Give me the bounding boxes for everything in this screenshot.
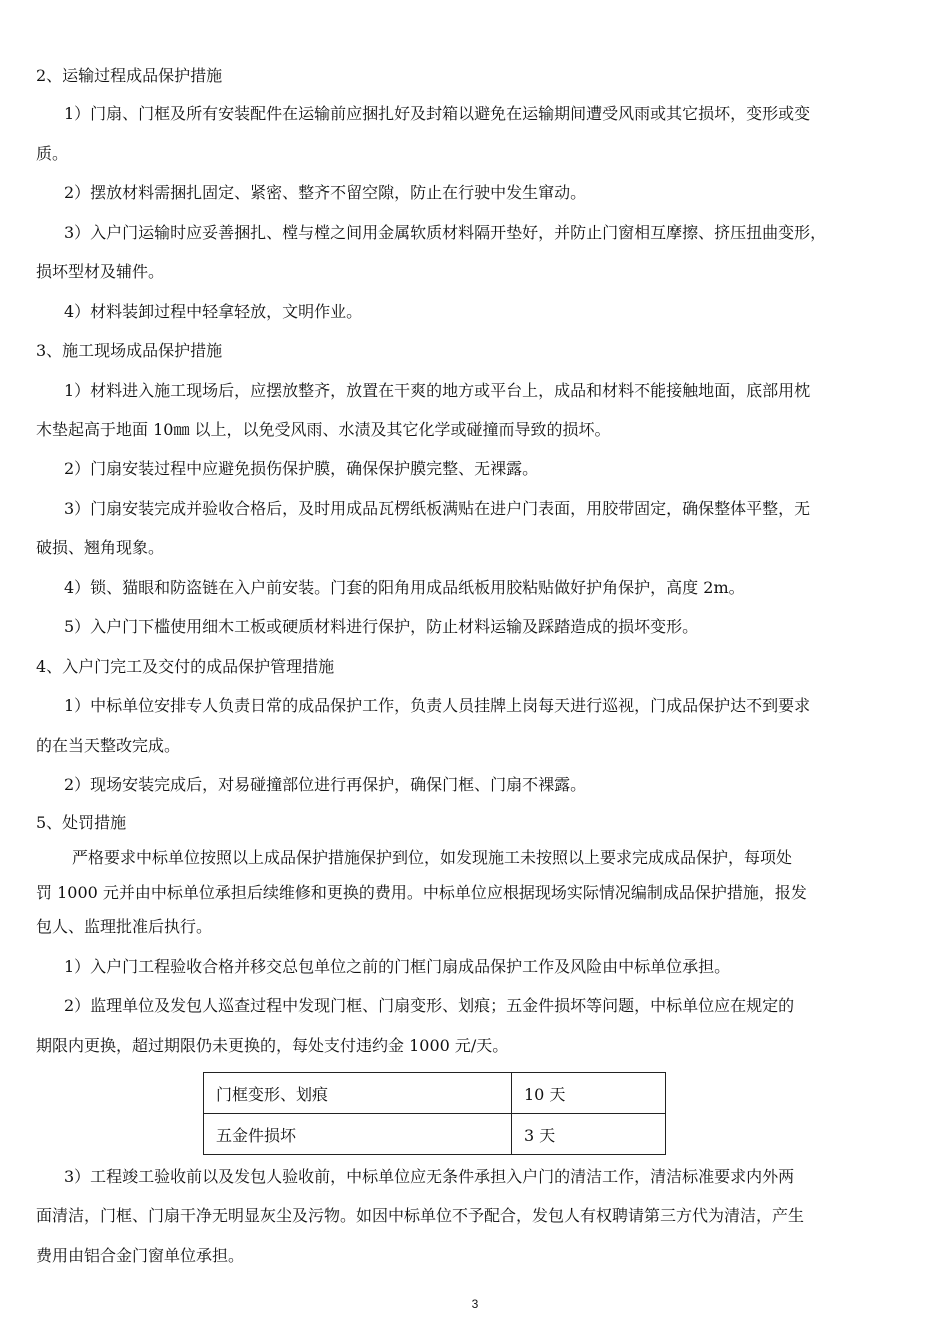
paragraph-line: 木垫起高于地面 10㎜ 以上，以免受风雨、水渍及其它化学或碰撞而导致的损坏。 <box>36 420 611 439</box>
paragraph-line: 4）材料装卸过程中轻拿轻放，文明作业。 <box>64 302 363 321</box>
paragraph-line: 1）中标单位安排专人负责日常的成品保护工作，负责人员挂牌上岗每天进行巡视，门成品保护达不到要求 <box>64 696 811 715</box>
paragraph-line: 2）摆放材料需捆扎固定、紧密、整齐不留空隙，防止在行驶中发生窜动。 <box>64 183 587 202</box>
section-heading-2: 2、运输过程成品保护措施 <box>36 66 223 85</box>
paragraph-line: 面清洁，门框、门扇干净无明显灰尘及污物。如因中标单位不予配合，发包人有权聘请第三方代为清洁，产生 <box>36 1206 805 1225</box>
table-row <box>204 1114 666 1155</box>
section-heading-5: 5、处罚措施 <box>36 813 127 832</box>
paragraph-line: 2）门扇安装过程中应避免损伤保护膜，确保保护膜完整、无裸露。 <box>64 459 539 478</box>
paragraph-line: 破损、翘角现象。 <box>36 538 165 557</box>
table-cell-issue: 门框变形、划痕 <box>204 1073 512 1114</box>
paragraph-line: 3）工程竣工验收前以及发包人验收前，中标单位应无条件承担入户门的清洁工作，清洁标准要求内外两 <box>64 1167 795 1186</box>
section-heading-4: 4、入户门完工及交付的成品保护管理措施 <box>36 657 335 676</box>
table-cell-period: 10 天 <box>512 1073 666 1114</box>
paragraph-line: 严格要求中标单位按照以上成品保护措施保护到位，如发现施工未按照以上要求完成成品保护，每项处 <box>72 848 793 867</box>
paragraph-line: 1）门扇、门框及所有安装配件在运输前应捆扎好及封箱以避免在运输期间遭受风雨或其它损坏，变形或变 <box>64 104 811 123</box>
paragraph-line: 3）入户门运输时应妥善捆扎、樘与樘之间用金属软质材料隔开垫好，并防止门窗相互摩擦、挤压扭曲变形， <box>64 223 827 242</box>
page-number: 3 <box>471 1297 479 1311</box>
paragraph-line: 费用由铝合金门窗单位承担。 <box>36 1246 245 1265</box>
penalty-table <box>203 1072 666 1155</box>
paragraph-line: 损坏型材及辅件。 <box>36 262 165 281</box>
paragraph-line: 期限内更换，超过期限仍未更换的，每处支付违约金 1000 元/天。 <box>36 1036 509 1055</box>
table-cell-issue: 五金件损坏 <box>204 1114 512 1155</box>
table-row <box>204 1073 666 1114</box>
section-heading-3: 3、施工现场成品保护措施 <box>36 341 223 360</box>
paragraph-line: 罚 1000 元并由中标单位承担后续维修和更换的费用。中标单位应根据现场实际情况编制成品保护措施，报发 <box>36 883 807 902</box>
paragraph-line: 1）材料进入施工现场后，应摆放整齐，放置在干爽的地方或平台上，成品和材料不能接触地面，底部用枕 <box>64 381 811 400</box>
paragraph-line: 5）入户门下槛使用细木工板或硬质材料进行保护，防止材料运输及踩踏造成的损坏变形。 <box>64 617 699 636</box>
paragraph-line: 1）入户门工程验收合格并移交总包单位之前的门框门扇成品保护工作及风险由中标单位承担。 <box>64 957 731 976</box>
paragraph-line: 3）门扇安装完成并验收合格后，及时用成品瓦楞纸板满贴在进户门表面，用胶带固定，确保整体平整，无 <box>64 499 811 518</box>
paragraph-line: 2）监理单位及发包人巡查过程中发现门框、门扇变形、划痕；五金件损坏等问题，中标单位应在规定的 <box>64 996 795 1015</box>
paragraph-line: 4）锁、猫眼和防盗链在入户前安装。门套的阳角用成品纸板用胶粘贴做好护角保护，高度 2m。 <box>64 578 745 597</box>
paragraph-line: 质。 <box>36 144 69 163</box>
paragraph-line: 2）现场安装完成后，对易碰撞部位进行再保护，确保门框、门扇不裸露。 <box>64 775 587 794</box>
paragraph-line: 的在当天整改完成。 <box>36 736 181 755</box>
table-cell-period: 3 天 <box>512 1114 666 1155</box>
paragraph-line: 包人、监理批准后执行。 <box>36 917 213 936</box>
